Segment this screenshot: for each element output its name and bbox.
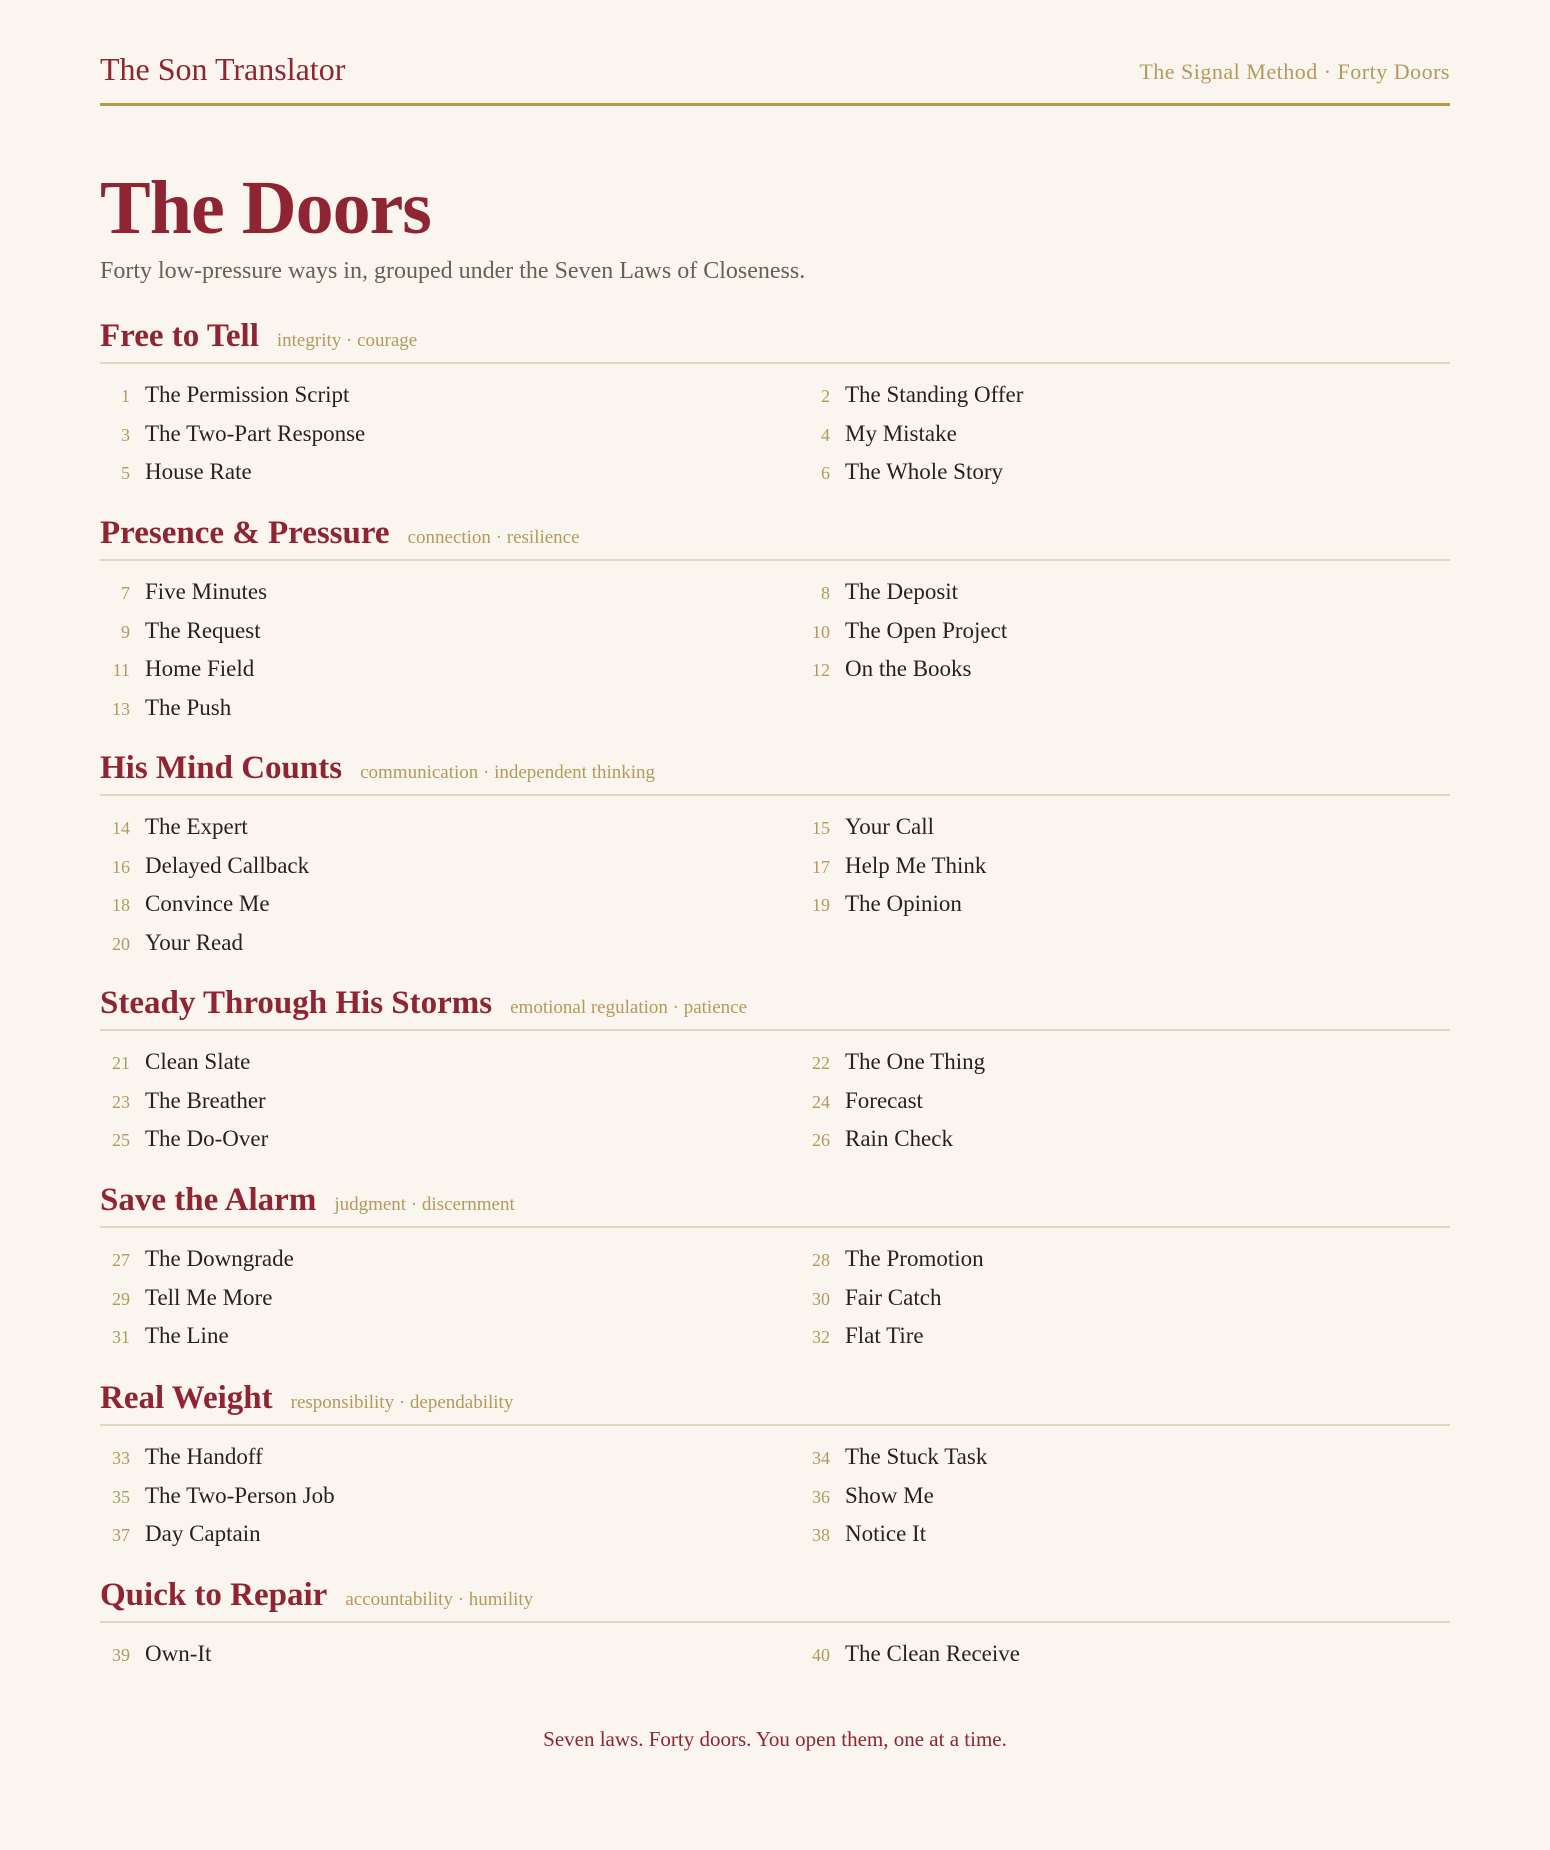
- section-title: Real Weight: [100, 1380, 273, 1416]
- door-number: 35: [112, 1486, 130, 1507]
- door-name: The Push: [145, 694, 232, 720]
- door-name: Your Call: [845, 814, 935, 839]
- door-item: [800, 415, 1450, 454]
- section-title: Quick to Repair: [100, 1577, 328, 1613]
- door-item: [800, 1438, 1450, 1477]
- section-header: [100, 320, 1450, 364]
- door-number: 23: [112, 1091, 130, 1112]
- door-number: 8: [821, 583, 830, 603]
- door-item: [100, 453, 800, 492]
- door-item: [100, 1515, 800, 1554]
- door-list: [100, 1228, 1450, 1356]
- door-item: [100, 1240, 800, 1279]
- door-name: The Do-Over: [145, 1126, 269, 1151]
- door-item: [800, 453, 1450, 492]
- door-list: [100, 1426, 1450, 1554]
- section-tags: judgment · discernment: [334, 1194, 515, 1215]
- door-number: 32: [812, 1327, 830, 1347]
- door-item: [100, 885, 800, 924]
- door-name: The One Thing: [845, 1049, 986, 1074]
- section-tags: communication · independent thinking: [360, 762, 656, 783]
- door-section: [100, 1382, 1450, 1554]
- section-title: Save the Alarm: [100, 1182, 317, 1218]
- section-title: Steady Through His Storms: [100, 985, 493, 1021]
- door-name: The Deposit: [845, 579, 959, 604]
- door-name: The Opinion: [845, 891, 962, 916]
- door-item: [100, 689, 800, 728]
- door-number: 12: [812, 660, 830, 680]
- door-item: [100, 612, 800, 651]
- door-item: [800, 1515, 1450, 1554]
- door-section: [100, 517, 1450, 727]
- door-section: [100, 752, 1450, 962]
- door-name: Own-It: [145, 1641, 212, 1666]
- door-item: [100, 847, 800, 886]
- door-item: [100, 1082, 800, 1121]
- door-item: [100, 573, 800, 612]
- door-item: [800, 1635, 1450, 1674]
- door-number: 26: [812, 1130, 830, 1150]
- door-name: The Two-Part Response: [145, 420, 366, 446]
- door-name: Forecast: [845, 1087, 923, 1113]
- door-name: Flat Tire: [845, 1323, 924, 1348]
- door-number: 24: [812, 1091, 830, 1112]
- door-name: The Two-Person Job: [145, 1482, 335, 1508]
- door-item: [800, 1477, 1450, 1516]
- door-name: The Standing Offer: [845, 382, 1024, 407]
- door-number: 39: [112, 1645, 130, 1665]
- door-number: 11: [112, 660, 130, 680]
- door-item: [100, 1043, 800, 1082]
- door-item: [100, 376, 800, 415]
- footer-note: Seven laws. Forty doors. You open them, one at a time.: [543, 1727, 1007, 1751]
- door-list: [100, 1031, 1450, 1159]
- door-number: 18: [112, 895, 130, 915]
- door-number: 25: [112, 1130, 130, 1150]
- door-item: [100, 1317, 800, 1356]
- door-name: Five Minutes: [145, 579, 268, 604]
- door-number: 33: [112, 1448, 130, 1468]
- page-subtitle: Forty low-pressure ways in, grouped under the Seven Laws of Closeness.: [100, 258, 806, 284]
- door-number: 27: [112, 1250, 130, 1270]
- door-name: The Request: [145, 617, 261, 643]
- door-name: The Open Project: [845, 617, 1008, 643]
- door-number: 40: [812, 1645, 830, 1665]
- door-name: Home Field: [145, 656, 255, 681]
- door-item: [800, 1317, 1450, 1356]
- door-name: Rain Check: [845, 1126, 953, 1151]
- section-header: [100, 752, 1450, 796]
- door-number: 37: [112, 1525, 130, 1545]
- door-name: My Mistake: [845, 420, 957, 446]
- door-number: 14: [112, 818, 130, 838]
- door-item: [100, 1120, 800, 1159]
- door-number: 4: [821, 424, 830, 445]
- door-name: On the Books: [845, 656, 972, 681]
- door-number: 16: [112, 856, 130, 877]
- door-name: Your Read: [145, 929, 243, 955]
- door-number: 29: [112, 1288, 130, 1309]
- door-number: 31: [112, 1327, 130, 1347]
- door-section: [100, 1579, 1450, 1674]
- door-list: [100, 364, 1450, 492]
- door-number: 6: [821, 463, 830, 483]
- door-number: 38: [812, 1525, 830, 1545]
- page-title: The Doors: [100, 166, 431, 250]
- door-number: 28: [812, 1250, 830, 1270]
- door-name: The Expert: [145, 814, 248, 839]
- door-item: [100, 1438, 800, 1477]
- door-item: [100, 924, 800, 963]
- door-name: The Whole Story: [845, 459, 1003, 484]
- door-item: [800, 1082, 1450, 1121]
- door-name: The Downgrade: [145, 1246, 294, 1271]
- door-number: 3: [121, 424, 130, 445]
- door-item: [800, 885, 1450, 924]
- door-number: 22: [812, 1053, 830, 1073]
- door-item: [100, 808, 800, 847]
- door-number: 9: [121, 621, 130, 642]
- door-number: 5: [121, 463, 130, 483]
- door-item: [100, 415, 800, 454]
- door-number: 17: [812, 856, 830, 877]
- section-header: [100, 1579, 1450, 1623]
- door-section: [100, 1184, 1450, 1356]
- door-item: [100, 1635, 800, 1674]
- door-number: 10: [812, 621, 830, 642]
- door-number: 7: [121, 583, 130, 603]
- section-header: [100, 517, 1450, 561]
- section-header: [100, 987, 1450, 1031]
- section-tags: integrity · courage: [276, 330, 418, 351]
- door-name: Convince Me: [145, 891, 270, 916]
- door-number: 34: [812, 1448, 830, 1468]
- door-name: Delayed Callback: [145, 852, 310, 878]
- door-name: Show Me: [845, 1482, 934, 1508]
- door-number: 13: [112, 698, 130, 719]
- door-item: [800, 1240, 1450, 1279]
- door-item: [800, 650, 1450, 689]
- door-number: 21: [112, 1053, 130, 1073]
- door-item: [800, 1120, 1450, 1159]
- door-number: 36: [812, 1486, 830, 1507]
- brand-title: The Son Translator: [100, 51, 346, 87]
- door-name: The Stuck Task: [845, 1444, 988, 1469]
- door-name: Notice It: [845, 1521, 927, 1546]
- section-tags: responsibility · dependability: [290, 1392, 514, 1413]
- section-tags: accountability · humility: [345, 1589, 534, 1610]
- door-name: Fair Catch: [845, 1284, 942, 1310]
- page-header: [100, 0, 1450, 106]
- door-section: [100, 320, 1450, 492]
- door-name: The Promotion: [845, 1246, 984, 1271]
- door-number: 2: [821, 386, 830, 406]
- door-number: 30: [812, 1288, 830, 1309]
- door-item: [100, 1477, 800, 1516]
- door-item: [100, 1279, 800, 1318]
- door-name: Day Captain: [145, 1521, 261, 1546]
- door-name: The Breather: [145, 1087, 266, 1113]
- section-title: Free to Tell: [100, 318, 259, 354]
- door-item: [800, 573, 1450, 612]
- door-item: [800, 1279, 1450, 1318]
- door-number: 15: [812, 818, 830, 838]
- section-title: His Mind Counts: [100, 750, 343, 786]
- section-tags: connection · resilience: [407, 527, 580, 548]
- section-header: [100, 1382, 1450, 1426]
- door-name: The Permission Script: [145, 382, 350, 407]
- door-name: The Clean Receive: [845, 1641, 1020, 1666]
- door-item: [800, 808, 1450, 847]
- section-tags: emotional regulation · patience: [510, 997, 748, 1018]
- door-list: [100, 1623, 1450, 1674]
- door-name: House Rate: [145, 459, 252, 484]
- door-number: 19: [812, 895, 830, 915]
- door-name: Help Me Think: [845, 852, 987, 878]
- section-header: [100, 1184, 1450, 1228]
- door-number: 1: [121, 386, 130, 406]
- door-number: 20: [112, 933, 130, 954]
- door-section: [100, 987, 1450, 1159]
- door-name: The Line: [145, 1323, 229, 1348]
- section-title: Presence & Pressure: [100, 515, 390, 551]
- header-tagline: The Signal Method · Forty Doors: [1139, 59, 1450, 84]
- door-name: Tell Me More: [145, 1284, 273, 1310]
- door-item: [800, 847, 1450, 886]
- door-name: Clean Slate: [145, 1049, 251, 1074]
- door-item: [800, 612, 1450, 651]
- door-list: [100, 796, 1450, 962]
- door-item: [800, 376, 1450, 415]
- door-name: The Handoff: [145, 1444, 263, 1469]
- door-item: [100, 650, 800, 689]
- door-item: [800, 1043, 1450, 1082]
- door-list: [100, 561, 1450, 727]
